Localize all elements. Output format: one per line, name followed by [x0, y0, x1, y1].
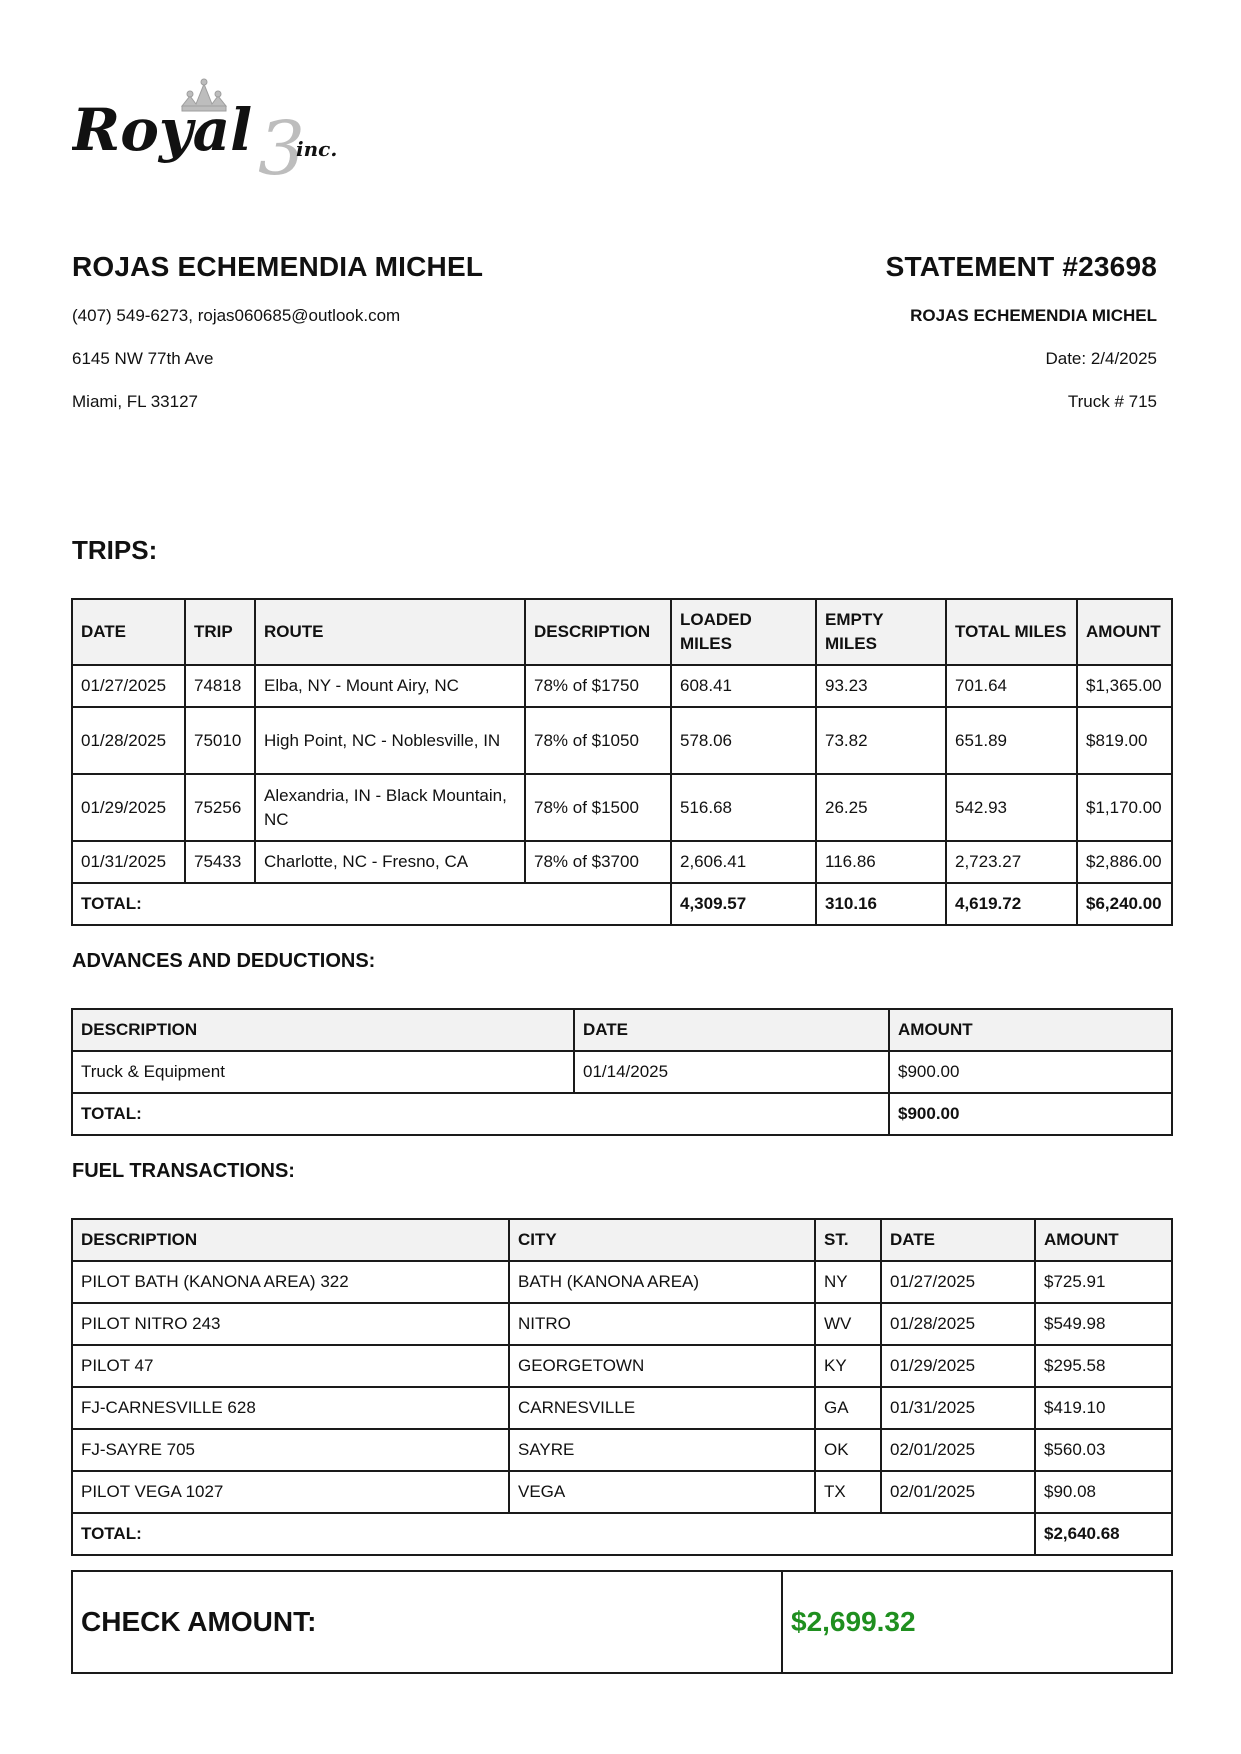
fuel-total-amount: $2,640.68	[1035, 1513, 1172, 1555]
check-amount-box	[71, 1570, 1173, 1674]
cell-description: 78% of $1050	[525, 707, 671, 774]
cell-loaded-miles: 578.06	[671, 707, 816, 774]
col-header-state: ST.	[815, 1219, 881, 1261]
cell-state: WV	[815, 1303, 881, 1345]
trips-table	[71, 598, 1173, 926]
advances-total-row	[72, 1093, 1172, 1135]
driver-address-line1: 6145 NW 77th Ave	[72, 349, 214, 368]
cell-date: 01/28/2025	[881, 1303, 1035, 1345]
cell-route: Alexandria, IN - Black Mountain, NC	[255, 774, 525, 841]
table-row	[72, 707, 1172, 774]
cell-trip: 75256	[185, 774, 255, 841]
cell-date: 01/29/2025	[881, 1345, 1035, 1387]
driver-contact: (407) 549-6273, rojas060685@outlook.com	[72, 306, 401, 325]
cell-date: 01/31/2025	[72, 841, 185, 883]
cell-state: NY	[815, 1261, 881, 1303]
table-row	[72, 1387, 1172, 1429]
cell-empty-miles: 116.86	[816, 841, 946, 883]
cell-amount: $819.00	[1077, 707, 1172, 774]
table-row	[72, 1471, 1172, 1513]
cell-amount: $419.10	[1035, 1387, 1172, 1429]
advances-total-amount: $900.00	[889, 1093, 1172, 1135]
trips-total-amount: $6,240.00	[1077, 883, 1172, 925]
col-header-route: ROUTE	[255, 599, 525, 665]
statement-payee: ROJAS ECHEMENDIA MICHEL	[910, 306, 1157, 325]
advances-header-row	[72, 1009, 1172, 1051]
col-header-amount: AMOUNT	[1077, 599, 1172, 665]
cell-city: BATH (KANONA AREA)	[509, 1261, 815, 1303]
trips-total-empty-miles: 310.16	[816, 883, 946, 925]
col-header-description: DESCRIPTION	[72, 1219, 509, 1261]
cell-city: GEORGETOWN	[509, 1345, 815, 1387]
cell-date: 01/27/2025	[881, 1261, 1035, 1303]
cell-date: 01/14/2025	[574, 1051, 889, 1093]
fuel-header-row	[72, 1219, 1172, 1261]
col-header-amount: AMOUNT	[889, 1009, 1172, 1051]
table-row	[72, 1261, 1172, 1303]
logo-wordmark: Royal	[72, 96, 253, 164]
trips-section-title: TRIPS:	[72, 535, 158, 565]
company-logo	[72, 74, 392, 194]
fuel-total-row	[72, 1513, 1172, 1555]
logo-suffix: inc.	[296, 137, 338, 161]
col-header-amount: AMOUNT	[1035, 1219, 1172, 1261]
col-header-trip: TRIP	[185, 599, 255, 665]
cell-total-miles: 701.64	[946, 665, 1077, 707]
cell-amount: $2,886.00	[1077, 841, 1172, 883]
cell-date: 01/31/2025	[881, 1387, 1035, 1429]
trips-total-row	[72, 883, 1172, 925]
table-row	[72, 841, 1172, 883]
cell-description: PILOT VEGA 1027	[72, 1471, 509, 1513]
col-header-description: DESCRIPTION	[72, 1009, 574, 1051]
cell-loaded-miles: 608.41	[671, 665, 816, 707]
cell-total-miles: 542.93	[946, 774, 1077, 841]
col-header-date: DATE	[574, 1009, 889, 1051]
cell-amount: $560.03	[1035, 1429, 1172, 1471]
cell-empty-miles: 26.25	[816, 774, 946, 841]
cell-empty-miles: 93.23	[816, 665, 946, 707]
statement-info	[886, 250, 1157, 412]
cell-amount: $1,170.00	[1077, 774, 1172, 841]
col-header-city: CITY	[509, 1219, 815, 1261]
col-header-empty-miles: EMPTY MILES	[816, 599, 946, 665]
cell-state: OK	[815, 1429, 881, 1471]
cell-description: PILOT BATH (KANONA AREA) 322	[72, 1261, 509, 1303]
advances-section-title: ADVANCES AND DEDUCTIONS:	[72, 950, 376, 972]
driver-name: ROJAS ECHEMENDIA MICHEL	[72, 251, 484, 282]
cell-description: FJ-SAYRE 705	[72, 1429, 509, 1471]
table-row	[72, 1345, 1172, 1387]
cell-route: Charlotte, NC - Fresno, CA	[255, 841, 525, 883]
col-header-loaded-miles: LOADED MILES	[671, 599, 816, 665]
cell-description: 78% of $3700	[525, 841, 671, 883]
fuel-table	[71, 1218, 1173, 1556]
table-row	[72, 665, 1172, 707]
col-header-date: DATE	[72, 599, 185, 665]
cell-description: PILOT 47	[72, 1345, 509, 1387]
driver-address-line2: Miami, FL 33127	[72, 392, 198, 411]
cell-description: Truck & Equipment	[72, 1051, 574, 1093]
cell-trip: 75010	[185, 707, 255, 774]
cell-date: 02/01/2025	[881, 1471, 1035, 1513]
trips-total-label: TOTAL:	[72, 883, 671, 925]
trips-total-loaded-miles: 4,309.57	[671, 883, 816, 925]
cell-state: TX	[815, 1471, 881, 1513]
cell-amount: $725.91	[1035, 1261, 1172, 1303]
cell-amount: $900.00	[889, 1051, 1172, 1093]
cell-total-miles: 2,723.27	[946, 841, 1077, 883]
cell-loaded-miles: 516.68	[671, 774, 816, 841]
table-row	[72, 1303, 1172, 1345]
advances-total-label: TOTAL:	[72, 1093, 889, 1135]
cell-state: KY	[815, 1345, 881, 1387]
cell-amount: $549.98	[1035, 1303, 1172, 1345]
cell-state: GA	[815, 1387, 881, 1429]
table-row	[72, 1051, 1172, 1093]
royal-crown-logo-icon	[72, 74, 392, 194]
fuel-section-title: FUEL TRANSACTIONS:	[72, 1160, 295, 1182]
cell-route: Elba, NY - Mount Airy, NC	[255, 665, 525, 707]
cell-amount: $1,365.00	[1077, 665, 1172, 707]
col-header-description: DESCRIPTION	[525, 599, 671, 665]
cell-total-miles: 651.89	[946, 707, 1077, 774]
cell-date: 01/29/2025	[72, 774, 185, 841]
cell-description: 78% of $1500	[525, 774, 671, 841]
col-header-total-miles: TOTAL MILES	[946, 599, 1077, 665]
check-amount-label: CHECK AMOUNT:	[72, 1571, 782, 1673]
logo-numeral: 3	[258, 106, 306, 192]
cell-description: 78% of $1750	[525, 665, 671, 707]
cell-city: NITRO	[509, 1303, 815, 1345]
cell-date: 01/27/2025	[72, 665, 185, 707]
statement-truck: Truck # 715	[1067, 392, 1157, 411]
cell-trip: 75433	[185, 841, 255, 883]
advances-table	[71, 1008, 1173, 1136]
statement-date: Date: 2/4/2025	[1045, 349, 1157, 368]
cell-description: FJ-CARNESVILLE 628	[72, 1387, 509, 1429]
table-row	[72, 774, 1172, 841]
cell-empty-miles: 73.82	[816, 707, 946, 774]
fuel-total-label: TOTAL:	[72, 1513, 1035, 1555]
cell-city: VEGA	[509, 1471, 815, 1513]
trips-total-miles: 4,619.72	[946, 883, 1077, 925]
cell-date: 02/01/2025	[881, 1429, 1035, 1471]
cell-description: PILOT NITRO 243	[72, 1303, 509, 1345]
driver-info	[72, 250, 483, 412]
statement-title: STATEMENT #23698	[885, 251, 1157, 282]
table-row	[72, 1429, 1172, 1471]
trips-header-row	[72, 599, 1172, 665]
cell-city: SAYRE	[509, 1429, 815, 1471]
check-amount-value: $2,699.32	[782, 1571, 1172, 1673]
cell-amount: $90.08	[1035, 1471, 1172, 1513]
cell-date: 01/28/2025	[72, 707, 185, 774]
col-header-date: DATE	[881, 1219, 1035, 1261]
cell-trip: 74818	[185, 665, 255, 707]
cell-city: CARNESVILLE	[509, 1387, 815, 1429]
cell-route: High Point, NC - Noblesville, IN	[255, 707, 525, 774]
cell-amount: $295.58	[1035, 1345, 1172, 1387]
cell-loaded-miles: 2,606.41	[671, 841, 816, 883]
